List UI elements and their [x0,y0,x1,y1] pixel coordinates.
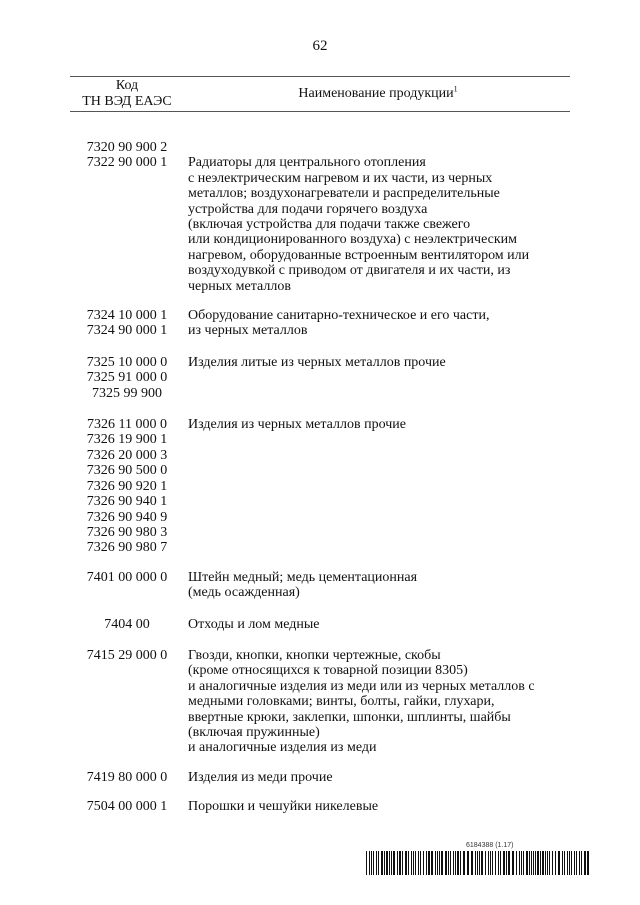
product-name-cell [188,648,572,756]
table-body [0,126,640,815]
table-row [0,799,640,814]
table-row [0,140,640,294]
product-name-line: Изделия из черных металлов прочие [188,417,406,433]
hs-code-cell [70,308,184,339]
hs-code: 7325 91 000 0 [86,370,168,386]
barcode-icon [366,851,590,875]
hs-code: 7419 80 000 0 [86,769,168,785]
table-row [0,770,640,785]
product-name-cell [188,308,572,339]
hs-code: 7326 19 900 1 [86,432,168,448]
hs-code-cell [70,417,184,556]
hs-code: 7326 90 920 1 [86,478,168,494]
table-row [0,617,640,632]
hs-code: 7326 90 940 1 [86,494,168,510]
product-name-line: металлов; воздухонагреватели и распределительные [188,186,500,202]
product-name-line: из черных металлов [188,323,308,339]
table-row [0,417,640,556]
hs-code: 7320 90 900 2 [86,140,168,155]
product-name-cell [188,140,572,294]
product-name-line: Изделия литые из черных металлов прочие [188,354,446,370]
hs-code: 7326 11 000 0 [87,417,167,433]
hs-code: 7326 90 940 9 [86,509,168,525]
hs-code: 7322 90 000 1 [86,155,168,171]
product-name-line: (медь осажденная) [188,585,300,601]
product-name-line: черных металлов [188,278,291,294]
product-name-line: (кроме относящихся к товарной позиции 8305) [188,663,468,679]
column-header-code-line: ТН ВЭД ЕАЭС [82,94,172,109]
product-name-cell [188,617,572,632]
table-row [0,355,640,401]
hs-code: 7326 90 500 0 [86,463,168,479]
product-name-cell [188,570,572,601]
column-header-name-label: Наименование продукции [298,86,454,101]
hs-code: 7324 90 000 1 [86,323,168,339]
hs-code: 7504 00 000 1 [86,799,168,815]
barcode [366,842,590,876]
product-name-line: ввертные крюки, заклепки, шпонки, шплинты, шайбы [188,709,511,725]
table-row [0,308,640,339]
hs-code: 7324 10 000 1 [86,308,168,324]
product-name-line: Изделия из меди прочие [188,769,333,785]
hs-code: 7415 29 000 0 [86,647,168,663]
hs-code: 7326 90 980 3 [86,524,168,540]
table-top-rule [70,76,570,77]
hs-code-cell [70,770,184,785]
product-name-line: устройства для подачи горячего воздуха [188,201,428,217]
product-name-line: нагревом, оборудованные встроенным вентилятором или [188,247,530,263]
product-name-line: Гвозди, кнопки, кнопки чертежные, скобы [188,647,441,663]
table-header-rule [70,111,570,112]
product-name-line: Оборудование санитарно-техническое и его части, [188,308,490,324]
hs-code: 7326 20 000 3 [86,447,168,463]
product-name-line: Штейн медный; медь цементационная [188,569,418,585]
product-name-line: медными головками; винты, болты, гайки, глухари, [188,694,495,710]
table-row [0,648,640,756]
product-name-cell [188,417,572,556]
hs-code: 7326 90 980 7 [86,540,168,556]
hs-code-cell [70,648,184,756]
product-name-line: или кондиционированного воздуха) с неэлектрическим [188,232,518,248]
barcode-number: 6184388 (1.17) [466,842,514,849]
hs-code: 7325 99 900 [92,385,162,401]
product-name-line: с неэлектрическим нагревом и их части, из черных [188,170,493,186]
table-row [0,570,640,601]
product-name-cell [188,799,572,814]
hs-code-cell [70,617,184,632]
product-name-line: Отходы и лом медные [188,616,320,632]
column-header-code [70,78,184,110]
column-header-name [186,86,570,102]
hs-code-cell [70,799,184,814]
hs-code-cell [70,140,184,294]
product-name-cell [188,355,572,401]
product-name-cell [188,770,572,785]
product-name-line: Порошки и чешуйки никелевые [188,799,379,815]
page-number: 62 [312,38,328,54]
product-name-line: и аналогичные изделия из меди или из черных металлов с [188,678,535,694]
product-name-line: Радиаторы для центрального отопления [188,155,426,171]
product-name-line: и аналогичные изделия из меди [188,740,377,756]
product-name-line: воздуходувкой с приводом от двигателя и их части, из [188,263,511,279]
column-header-code-line: Код [115,78,139,93]
hs-code: 7325 10 000 0 [86,354,168,370]
product-name-line: (включая пружинные) [188,724,320,740]
hs-code: 7404 00 [104,616,150,632]
product-name-line: (включая устройства для подачи также свежего [188,217,471,233]
hs-code: 7401 00 000 0 [86,569,168,585]
hs-code-cell [70,355,184,401]
footnote-marker: 1 [453,84,458,94]
hs-code-cell [70,570,184,601]
